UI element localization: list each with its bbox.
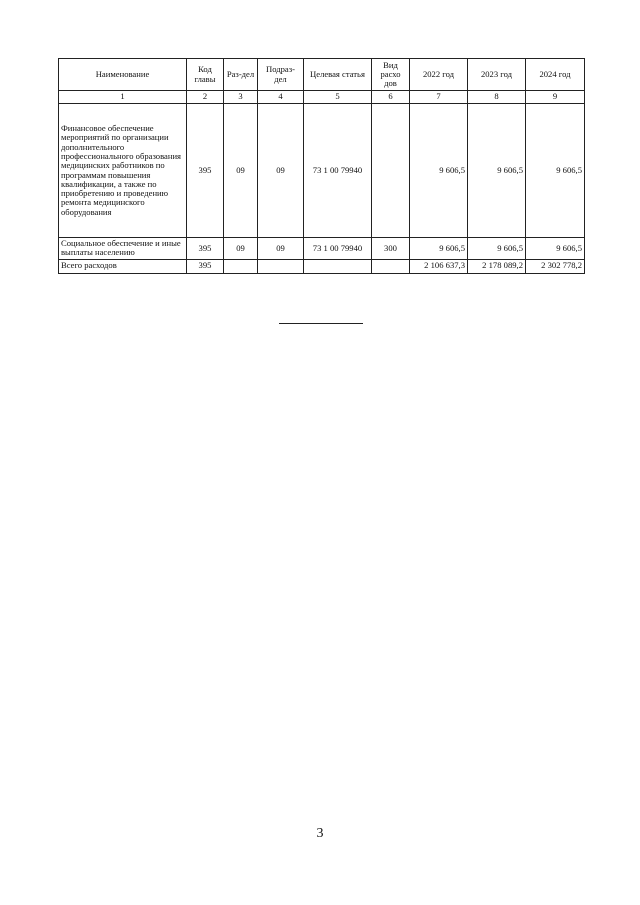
col-number: 5 [304,91,372,104]
table-row [59,238,585,260]
separator-line [279,323,363,324]
row-target-article: 73 1 00 79940 [304,104,372,238]
row-section: 09 [224,104,258,238]
header-expense-type: Вид расхо дов [372,59,410,91]
row-2024: 9 606,5 [526,104,585,238]
row-name: Финансовое обеспечение мероприятий по организации дополнительного профессионального образования медицинских работников по программам повышения квалификации, а также по приобретению и проведению ремонта медицинского оборудования [59,104,187,238]
row-2023: 2 178 089,2 [468,259,526,273]
header-chapter-code: Код главы [187,59,224,91]
header-2023: 2023 год [468,59,526,91]
row-target-article: 73 1 00 79940 [304,238,372,260]
budget-table [58,58,585,274]
header-target-article: Целевая статья [304,59,372,91]
col-number: 2 [187,91,224,104]
header-row [59,59,585,91]
table-row [59,104,585,238]
col-number: 4 [258,91,304,104]
header-2022: 2022 год [410,59,468,91]
row-2023: 9 606,5 [468,238,526,260]
row-target-article [304,259,372,273]
column-number-row [59,91,585,104]
col-number: 6 [372,91,410,104]
row-expense-type: 300 [372,238,410,260]
table-row-total [59,259,585,273]
row-chapter-code: 395 [187,238,224,260]
header-2024: 2024 год [526,59,585,91]
col-number: 7 [410,91,468,104]
row-2023: 9 606,5 [468,104,526,238]
col-number: 8 [468,91,526,104]
row-subsection [258,259,304,273]
row-chapter-code: 395 [187,104,224,238]
row-subsection: 09 [258,104,304,238]
row-chapter-code: 395 [187,259,224,273]
row-2024: 2 302 778,2 [526,259,585,273]
col-number: 1 [59,91,187,104]
page-number: 3 [316,826,324,841]
row-name: Всего расходов [59,259,187,273]
col-number: 9 [526,91,585,104]
row-section [224,259,258,273]
row-name: Социальное обеспечение и иные выплаты населению [59,238,187,260]
row-2022: 9 606,5 [410,104,468,238]
row-subsection: 09 [258,238,304,260]
header-section: Раз-дел [224,59,258,91]
row-2024: 9 606,5 [526,238,585,260]
row-2022: 9 606,5 [410,238,468,260]
row-expense-type [372,259,410,273]
row-expense-type [372,104,410,238]
row-section: 09 [224,238,258,260]
row-2022: 2 106 637,3 [410,259,468,273]
header-subsection: Подраз-дел [258,59,304,91]
col-number: 3 [224,91,258,104]
header-name: Наименование [59,59,187,91]
